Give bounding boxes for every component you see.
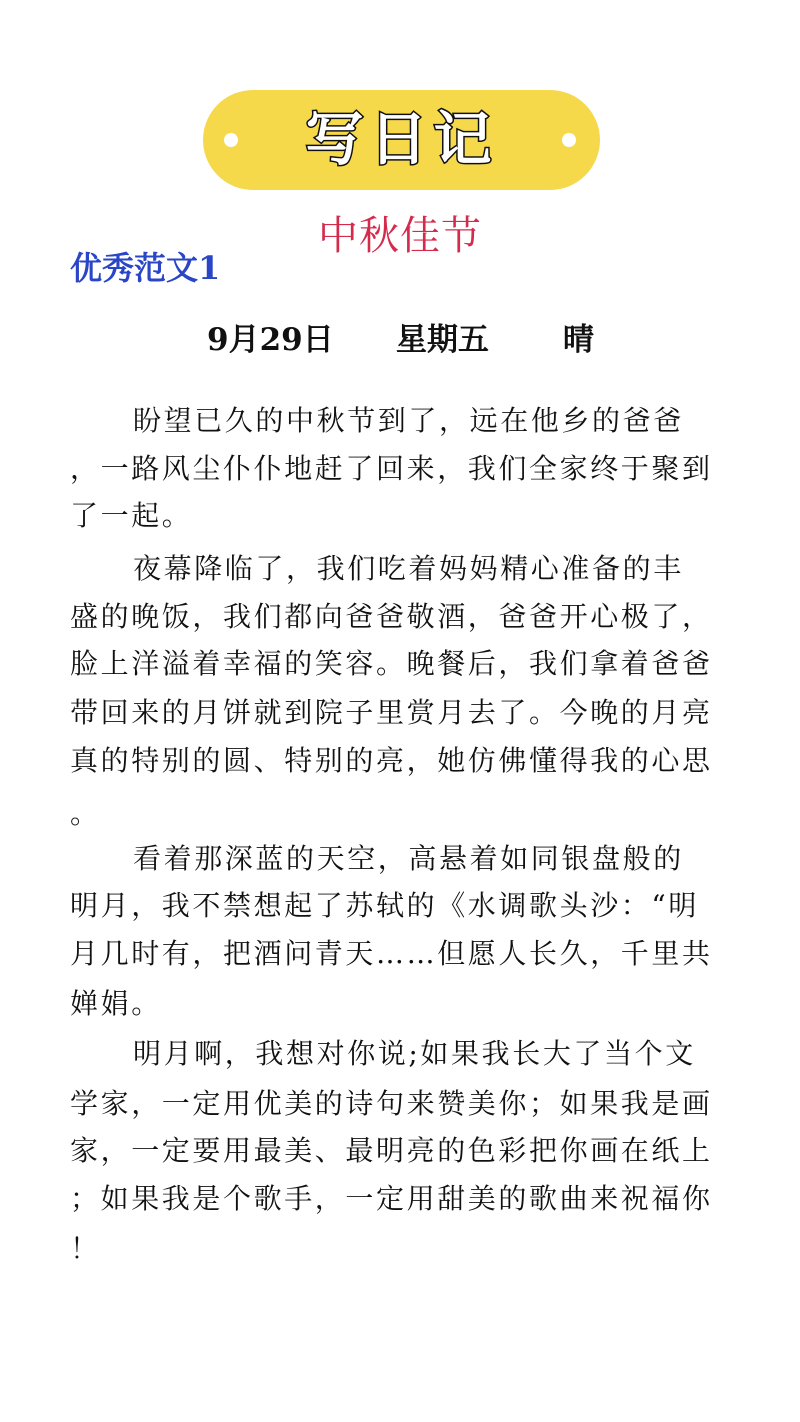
body-line: 盼望已久的中秋节到了，远在他乡的爸爸 — [133, 404, 684, 437]
body-line: 学家，一定用优美的诗句来赞美你；如果我是画 — [70, 1087, 713, 1120]
body-line: 脸上洋溢着幸福的笑容。晚餐后，我们拿着爸爸 — [70, 647, 713, 680]
diary-weekday: 星期五 — [396, 322, 489, 358]
body-line: 盛的晚饭，我们都向爸爸敬酒，爸爸开心极了， — [70, 600, 713, 633]
body-line: ，一路风尘仆仆地赶了回来，我们全家终于聚到 — [70, 452, 713, 485]
banner-dot-right-icon — [562, 133, 576, 147]
body-line: ！ — [70, 1232, 101, 1265]
body-line: 真的特别的圆、特别的亮，她仿佛懂得我的心思 — [70, 744, 713, 777]
body-line: 夜幕降临了，我们吃着妈妈精心准备的丰 — [133, 552, 684, 585]
body-line: 月几时有，把酒问青天……但愿人长久，千里共 — [70, 937, 713, 970]
body-line: 看着那深蓝的天空，高悬着如同银盘般的 — [133, 842, 684, 875]
title-banner — [203, 90, 600, 190]
body-line: 。 — [70, 797, 101, 830]
body-line: 明月啊，我想对你说;如果我长大了当个文 — [133, 1037, 696, 1070]
diary-weather: 晴 — [563, 322, 594, 358]
body-line: 带回来的月饼就到院子里赏月去了。今晚的月亮 — [70, 696, 713, 729]
body-line: 明月，我不禁想起了苏轼的《水调歌头沙：“明 — [70, 889, 699, 922]
diary-date: 9月29日 — [207, 322, 334, 358]
diary-subtitle: 中秋佳节 — [318, 213, 482, 259]
banner-title: 写日记 — [305, 105, 498, 173]
body-line: 了一起。 — [70, 499, 193, 532]
body-line: 婵娟。 — [70, 987, 162, 1020]
sample-essay-label: 优秀范文1 — [70, 249, 221, 287]
body-line: ；如果我是个歌手，一定用甜美的歌曲来祝福你 — [70, 1182, 713, 1215]
body-line: 家，一定要用最美、最明亮的色彩把你画在纸上 — [70, 1134, 713, 1167]
